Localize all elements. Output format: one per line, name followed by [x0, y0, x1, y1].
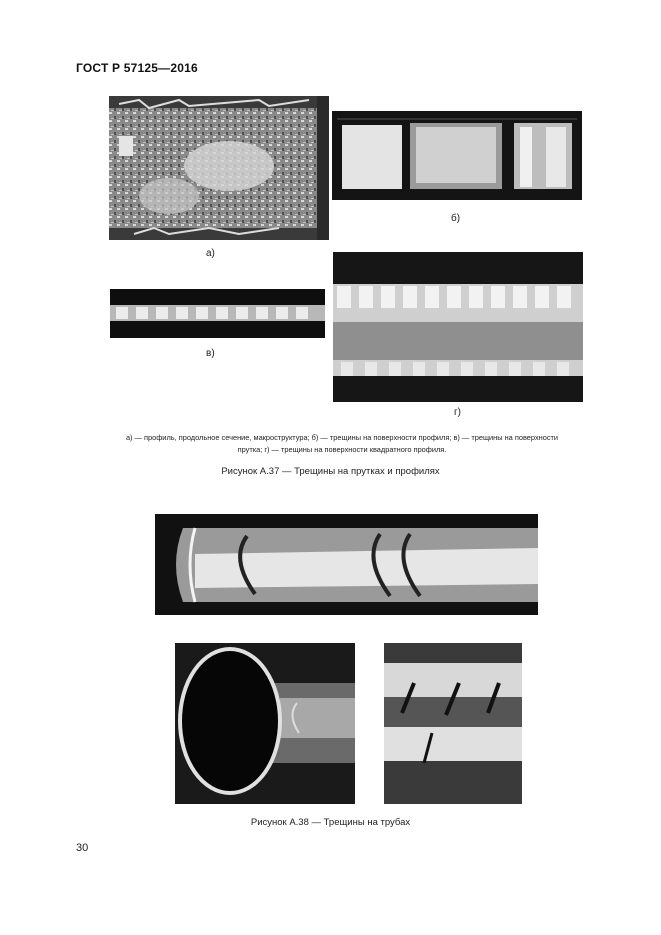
- photo-tube-surface: [384, 643, 522, 804]
- label-g: г): [454, 407, 461, 418]
- label-b: б): [451, 213, 461, 224]
- photo-bar-surface: [110, 289, 325, 338]
- photo-square-profile-surface: [333, 252, 583, 402]
- photo-tube-long: [155, 514, 538, 615]
- legend-line-2: прутка; г) — трещины на поверхности квадратного профиля.: [237, 445, 447, 454]
- photo-profile-surface: [332, 111, 582, 200]
- photo-profile-section: [109, 96, 329, 240]
- figure-a37-caption: Рисунок А.37 — Трещины на прутках и профилях: [221, 466, 440, 477]
- figure-a38-caption: Рисунок А.38 — Трещины на трубах: [250, 817, 411, 828]
- figure-a37-legend: [72, 432, 612, 456]
- label-a: а): [206, 248, 215, 259]
- label-v: в): [206, 348, 215, 359]
- photo-tube-end: [175, 643, 355, 804]
- legend-line-1: а) — профиль, продольное сечение, макроструктура; б) — трещины на поверхности профиля; в) — трещины на поверхности: [125, 433, 559, 442]
- document-header: ГОСТ Р 57125—2016: [76, 61, 198, 75]
- page-number: 30: [76, 842, 89, 854]
